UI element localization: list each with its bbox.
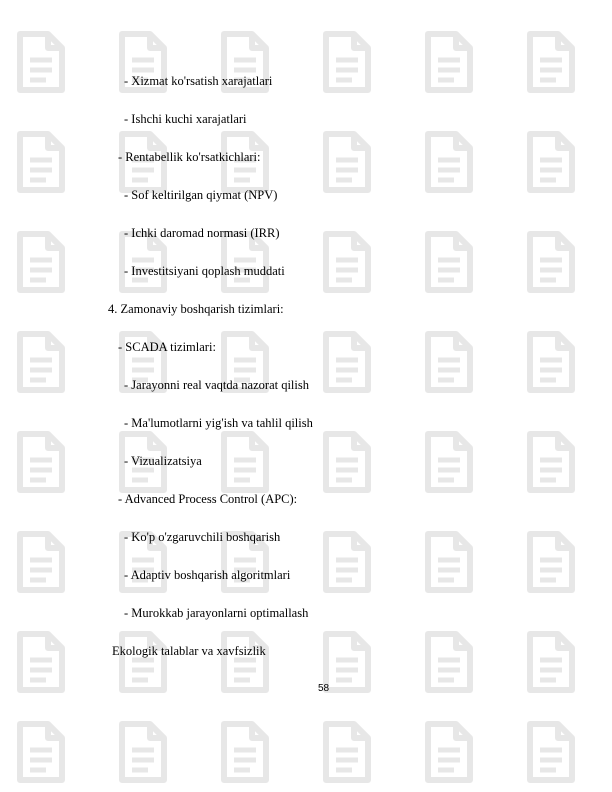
- list-item-ishchi: - Ishchi kuchi xarajatlari: [124, 112, 247, 126]
- page-number: 58: [318, 683, 330, 694]
- section-heading-ekologik: Ekologik talablar va xavfsizlik: [112, 644, 266, 658]
- document-icon: [8, 430, 72, 494]
- document-icon: [110, 630, 174, 694]
- document-icon: [416, 630, 480, 694]
- section-heading-zamonaviy: 4. Zamonaviy boshqarish tizimlari:: [108, 302, 284, 316]
- document-icon: [212, 720, 276, 784]
- document-icon: [8, 630, 72, 694]
- document-icon: [314, 430, 378, 494]
- document-icon: [416, 430, 480, 494]
- document-icon: [8, 330, 72, 394]
- document-icon: [8, 720, 72, 784]
- document-icon: [416, 330, 480, 394]
- list-item-jarayon: - Jarayonni real vaqtda nazorat qilish: [124, 378, 309, 392]
- list-item-murokkab: - Murokkab jarayonlarni optimallash: [124, 606, 309, 620]
- document-icon: [518, 430, 582, 494]
- list-item-npv: - Sof keltirilgan qiymat (NPV): [124, 188, 278, 202]
- list-item-qoplash: - Investitsiyani qoplash muddati: [124, 264, 285, 278]
- document-icon: [518, 130, 582, 194]
- list-item-adaptiv: - Adaptiv boshqarish algoritmlari: [124, 568, 291, 582]
- list-item-xizmat: - Xizmat ko'rsatish xarajatlari: [124, 74, 273, 88]
- document-icon: [8, 130, 72, 194]
- list-item-kop: - Ko'p o'zgaruvchili boshqarish: [124, 530, 281, 544]
- document-icon: [314, 130, 378, 194]
- document-icon: [212, 630, 276, 694]
- document-icon: [518, 720, 582, 784]
- list-item-scada: - SCADA tizimlari:: [118, 340, 216, 354]
- document-icon: [518, 530, 582, 594]
- document-icon: [416, 130, 480, 194]
- document-icon: [8, 530, 72, 594]
- document-icon: [314, 720, 378, 784]
- list-item-irr: - Ichki daromad normasi (IRR): [124, 226, 280, 240]
- document-icon: [518, 30, 582, 94]
- document-icon: [314, 30, 378, 94]
- document-icon: [314, 530, 378, 594]
- document-icon: [518, 630, 582, 694]
- document-icon: [416, 230, 480, 294]
- document-icon: [416, 530, 480, 594]
- document-icon: [212, 430, 276, 494]
- document-icon: [314, 330, 378, 394]
- list-item-malumot: - Ma'lumotlarni yig'ish va tahlil qilish: [124, 416, 313, 430]
- document-icon: [416, 30, 480, 94]
- list-item-apc: - Advanced Process Control (APC):: [118, 492, 298, 506]
- document-icon: [416, 720, 480, 784]
- document-icon: [8, 230, 72, 294]
- document-icon: [518, 330, 582, 394]
- list-item-vizual: - Vizualizatsiya: [124, 454, 202, 468]
- document-icon: [518, 230, 582, 294]
- document-icon: [8, 30, 72, 94]
- list-item-rentabellik: - Rentabellik ko'rsatkichlari:: [118, 150, 261, 164]
- document-icon: [314, 230, 378, 294]
- document-icon: [110, 720, 174, 784]
